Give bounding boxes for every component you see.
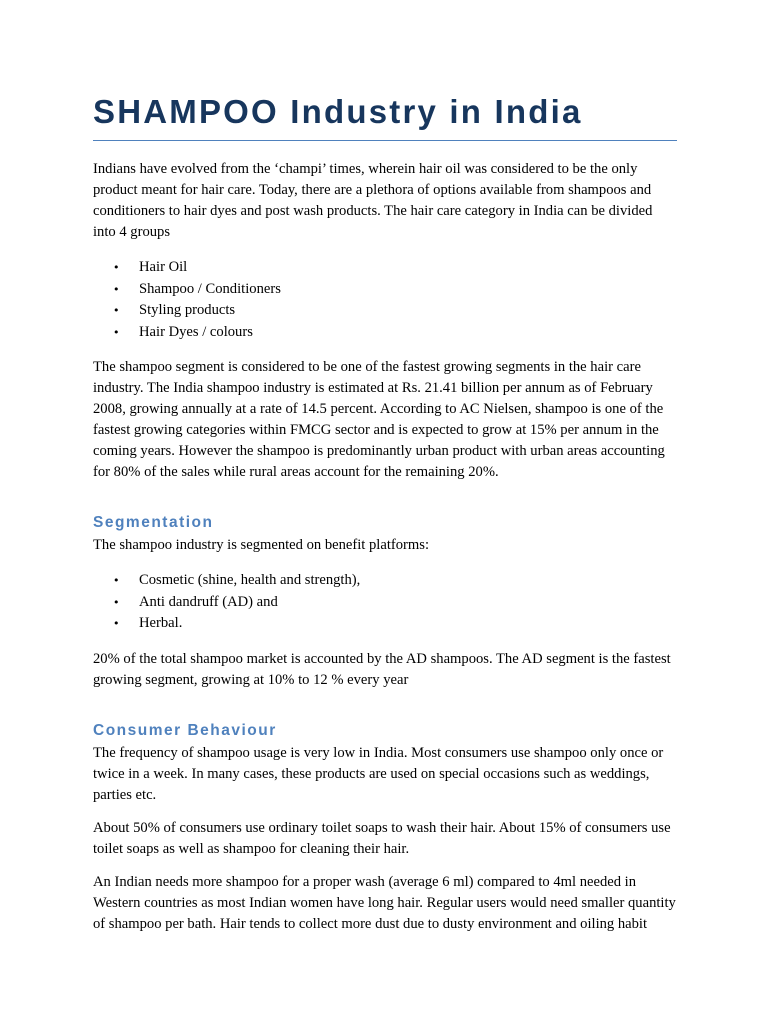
list-item-text: Herbal.	[139, 615, 183, 631]
benefit-platforms-list	[93, 570, 677, 635]
bullet-icon: •	[113, 304, 120, 317]
ad-segment-paragraph: 20% of the total shampoo market is accounted by the AD shampoos. The AD segment is the fastest growing segment, growing at 10% to 12 % every year	[93, 650, 671, 688]
consumer-paragraph: An Indian needs more shampoo for a proper wash (average 6 ml) compared to 4ml needed in Western countries as most Indian women have long hair. Regular users would need smaller quantity of shampoo per bath. Hair tends to collect more dust due to dusty environment and oiling habit	[93, 873, 676, 932]
intro-paragraph: Indians have evolved from the ‘champi’ times, wherein hair oil was considered to be the only product meant for hair care. Today, there are a plethora of options available from shampoos and conditioners to hair dyes and post wash products. The hair care category in India can be divided into 4 groups	[93, 161, 653, 240]
list-item-text: Anti dandruff (AD) and	[139, 593, 278, 610]
consumer-behaviour-heading: Consumer Behaviour	[93, 721, 277, 739]
document-page	[93, 90, 677, 935]
list-item-text: Shampoo / Conditioners	[139, 280, 281, 297]
segmentation-heading: Segmentation	[93, 514, 214, 531]
bullet-icon: •	[113, 282, 120, 296]
bullet-icon: •	[113, 595, 120, 609]
list-item-text: Styling products	[139, 302, 236, 318]
list-item	[93, 613, 677, 635]
bullet-icon: •	[113, 325, 120, 339]
consumer-paragraph: About 50% of consumers use ordinary toilet soaps to wash their hair. About 15% of consumers use toilet soaps as well as shampoo for cleaning their hair.	[93, 819, 671, 857]
list-item-text: Cosmetic (shine, health and strength),	[139, 572, 361, 588]
list-item	[93, 592, 677, 614]
bullet-icon: •	[113, 261, 120, 274]
shampoo-segment-paragraph: The shampoo segment is considered to be one of the fastest growing segments in the hair care industry. The India shampoo industry is estimated at Rs. 21.41 billion per annum as of February 2008, growing annually at a rate of 14.5 percent. According to AC Nielsen, shampoo is one of the fastest growing categories within FMCG sector and is expected to grow at 15% per annum in the coming years. However the shampoo is predominantly urban product with urban areas accounting for 80% of the sales while rural areas account for the remaining 20%.	[93, 359, 665, 480]
bullet-icon: •	[113, 617, 120, 630]
list-item-text: Hair Oil	[139, 259, 188, 275]
list-item	[93, 300, 677, 322]
list-item	[93, 570, 677, 592]
page-title: SHAMPOO Industry in India	[93, 90, 677, 141]
bullet-icon: •	[113, 574, 120, 587]
list-item	[93, 279, 677, 301]
list-item	[93, 322, 677, 344]
consumer-paragraph: The frequency of shampoo usage is very low in India. Most consumers use shampoo only once or twice in a week. In many cases, these products are used on special occasions such as weddings, parties etc.	[93, 744, 664, 803]
list-item-text: Hair Dyes / colours	[139, 323, 253, 340]
list-item	[93, 257, 677, 279]
segmentation-intro: The shampoo industry is segmented on benefit platforms:	[93, 537, 429, 553]
hair-care-groups-list	[93, 257, 677, 343]
